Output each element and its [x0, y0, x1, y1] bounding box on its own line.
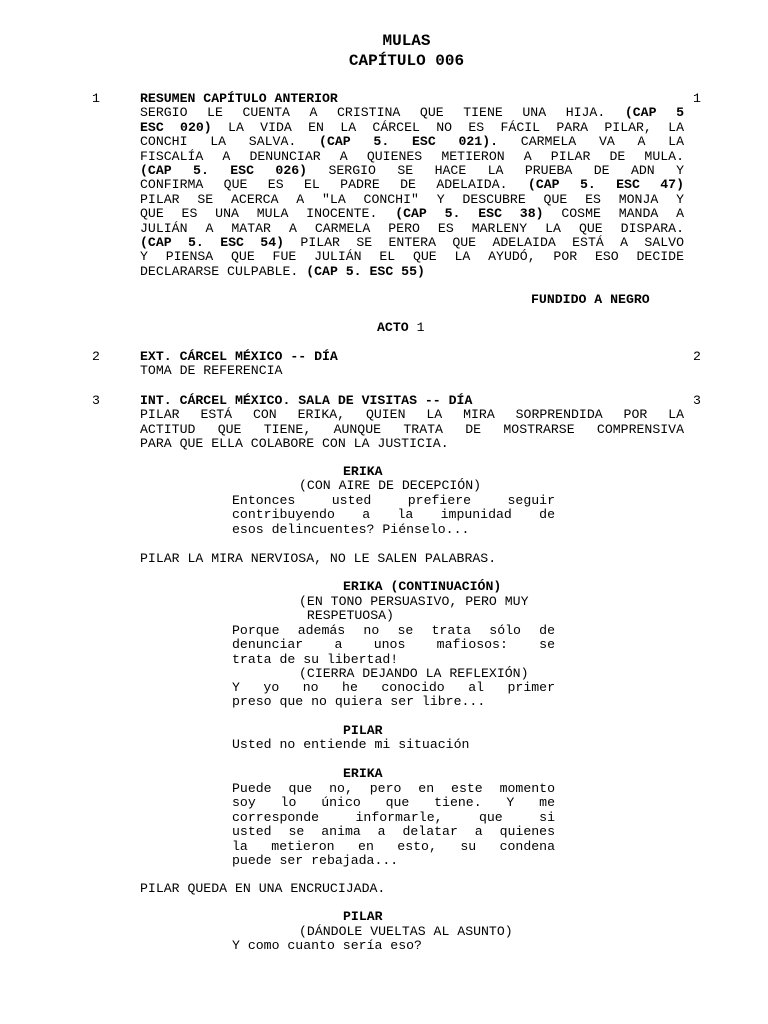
summary-line	[140, 222, 684, 236]
summary-text: FISCALÍA A DENUNCIAR A QUIENES METIERON A PILAR DE MULA.	[140, 148, 684, 164]
action-text: PILAR QUEDA EN UNA ENCRUCIJADA.	[140, 881, 386, 896]
dialogue-text	[232, 624, 555, 667]
summary-text: DECLARARSE CULPABLE.	[140, 263, 307, 279]
scene-action	[140, 408, 684, 451]
character-name: ERIKA	[343, 766, 383, 781]
dialogue-text	[232, 681, 555, 710]
dialogue-line: Usted no entiende mi situación	[232, 737, 470, 752]
act-word: ACTO	[377, 320, 409, 335]
character-name: PILAR	[343, 909, 383, 924]
scene-number-right: 2	[693, 349, 701, 364]
action-line: ACTITUD QUE TIENE, AUNQUE TRATA DE MOSTRARSE COMPRENSIVA	[140, 421, 684, 437]
summary-line	[140, 178, 684, 192]
transition: FUNDIDO A NEGRO	[531, 292, 650, 307]
parenthetical: (CIERRA DEJANDO LA REFLEXIÓN)	[299, 666, 529, 681]
scene-reference: ESC 020)	[140, 119, 212, 135]
dialogue-line: Porque además no se trata sólo de	[232, 623, 555, 638]
summary-line	[140, 106, 684, 120]
dialogue-line: soy lo único que tiene. Y me	[232, 795, 555, 811]
summary-text: CONFIRMA QUE ES EL PADRE DE ADELAIDA.	[140, 177, 528, 193]
dialogue-text	[232, 782, 555, 868]
scene-number-right: 3	[693, 393, 701, 408]
dialogue-line: Y como cuanto sería eso?	[232, 938, 422, 953]
dialogue-line: Entonces usted prefiere seguir	[232, 493, 555, 508]
parenthetical: RESPETUOSA)	[299, 608, 394, 623]
dialogue-line: trata de su libertad!	[232, 651, 399, 667]
parenthetical: (DÁNDOLE VUELTAS AL ASUNTO)	[299, 924, 513, 939]
summary-text: LA VIDA EN LA CÁRCEL NO ES FÁCIL PARA PILAR, LA	[211, 119, 684, 135]
act-label	[377, 321, 425, 335]
parenthetical: (CON AIRE DE DECEPCIÓN)	[299, 478, 482, 493]
dialogue-line: la metieron en esto, su condena	[232, 838, 555, 854]
dialogue-line: preso que no quiera ser libre...	[232, 694, 486, 710]
scene-heading: INT. CÁRCEL MÉXICO. SALA DE VISITAS -- DÍA	[140, 393, 473, 408]
scene-heading: RESUMEN CAPÍTULO ANTERIOR	[140, 91, 338, 106]
summary-text: SERGIO SE HACE LA PRUEBA DE ADN Y	[307, 162, 684, 178]
summary-line	[140, 150, 684, 164]
scene-reference: (CAP 5. ESC 54)	[140, 234, 285, 250]
character-name: ERIKA (CONTINUACIÓN)	[343, 579, 502, 594]
dialogue-line: usted se anima a delatar a quienes	[232, 824, 555, 840]
scene-heading: EXT. CÁRCEL MÉXICO -- DÍA	[140, 349, 338, 364]
dialogue-line: puede ser rebajada...	[232, 852, 399, 868]
summary-text: PILAR SE ACERCA A "LA CONCHI" Y DESCUBRE QUE ES MONJA Y	[140, 191, 684, 207]
summary-line	[140, 193, 684, 207]
scene-number-left: 1	[92, 91, 100, 106]
summary-text: JULIÁN A MATAR A CARMELA PERO ES MARLENY LA QUE DISPARA.	[140, 220, 684, 236]
scene-reference: (CAP 5. ESC 38)	[395, 206, 544, 222]
summary-line	[140, 121, 684, 135]
summary-line	[140, 265, 684, 279]
summary-line	[140, 164, 684, 178]
scene-summary	[140, 106, 684, 279]
summary-line	[140, 135, 684, 149]
scene-number-left: 3	[92, 393, 100, 408]
chapter-title: CAPÍTULO 006	[348, 52, 465, 70]
action-line: PARA QUE ELLA COLABORE CON LA JUSTICIA.	[140, 436, 449, 452]
parenthetical: (EN TONO PERSUASIVO, PERO MUY	[299, 594, 529, 609]
dialogue-text	[232, 939, 555, 953]
action-line: PILAR ESTÁ CON ERIKA, QUIEN LA MIRA SORPRENDIDA POR LA	[140, 407, 684, 423]
summary-text: CARMELA VA A LA	[498, 134, 684, 150]
dialogue-text	[232, 494, 555, 537]
character-name: PILAR	[343, 723, 383, 738]
dialogue-text	[232, 738, 555, 752]
scene-number-left: 2	[92, 349, 100, 364]
dialogue-line: corresponde informarle, que si	[232, 809, 555, 825]
scene-reference: (CAP 5. ESC 55)	[306, 263, 425, 279]
scene-number-right: 1	[693, 91, 701, 106]
summary-text: Y PIENSA QUE FUE JULIÁN EL QUE LA AYUDÓ, POR ESO DECIDE	[140, 249, 684, 265]
scene-reference: (CAP 5. ESC 47)	[527, 177, 684, 193]
scene-reference: (CAP 5. ESC 021).	[319, 134, 499, 150]
summary-line	[140, 250, 684, 264]
script-title: MULAS	[382, 32, 431, 50]
dialogue-line: esos delincuentes? Piénselo...	[232, 521, 470, 537]
summary-text: SERGIO LE CUENTA A CRISTINA QUE TIENE UNA HIJA.	[140, 105, 625, 121]
dialogue-line: contribuyendo a la impunidad de	[232, 507, 555, 523]
summary-text: PILAR SE ENTERA QUE ADELAIDA ESTÁ A SALVO	[284, 234, 684, 250]
summary-text: CONCHI LA SALVA.	[140, 134, 320, 150]
act-number: 1	[416, 320, 425, 335]
action-text: PILAR LA MIRA NERVIOSA, NO LE SALEN PALABRAS.	[140, 551, 497, 566]
summary-line	[140, 207, 684, 221]
summary-line	[140, 236, 684, 250]
dialogue-line: Puede que no, pero en este momento	[232, 781, 555, 796]
summary-text: COSME MANDA A	[543, 206, 684, 222]
scene-reference: (CAP 5	[624, 105, 684, 121]
dialogue-line: Y yo no he conocido al primer	[232, 680, 555, 695]
scene-action: TOMA DE REFERENCIA	[140, 363, 283, 379]
character-name: ERIKA	[343, 464, 383, 479]
scene-reference: (CAP 5. ESC 026)	[140, 162, 308, 178]
summary-text: QUE ES UNA MULA INOCENTE.	[140, 206, 396, 222]
dialogue-line: denunciar a unos mafiosos: se	[232, 637, 555, 653]
